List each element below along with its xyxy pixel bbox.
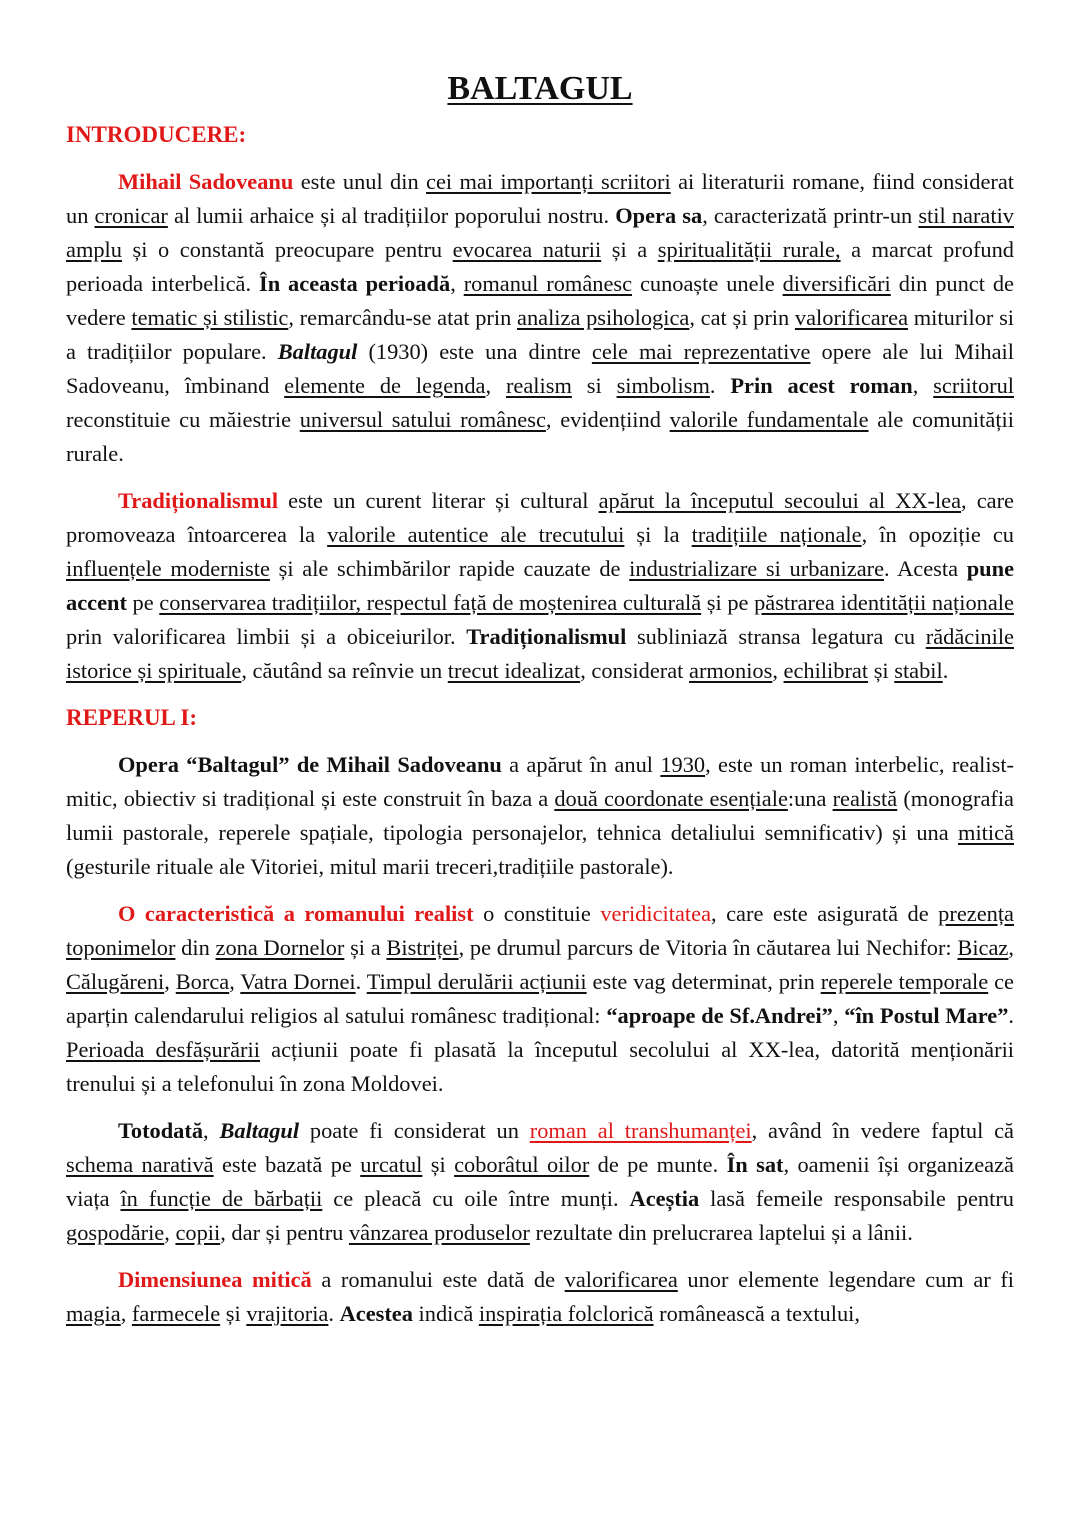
text-run: cunoaște unele — [632, 271, 783, 296]
key-term: O caracteristică a romanului realist — [118, 901, 474, 926]
text-run: , considerat — [580, 658, 689, 683]
text-run: si — [571, 373, 617, 398]
key-term: Mihail Sadoveanu — [118, 169, 294, 194]
bold-phrase: Tradiționalismul — [466, 624, 627, 649]
document-title: BALTAGUL — [447, 70, 633, 107]
bold-phrase: “aproape de Sf.Andrei” — [606, 1003, 833, 1028]
underlined-phrase: valorile autentice ale trecutului — [327, 522, 625, 547]
text-run: , care promoveaza întoarcerea la — [66, 488, 1014, 547]
text-run: și — [220, 1301, 247, 1326]
text-run: (monografia lumii pastorale, reperele spațiale, tipologia personajelor, tehnica detaliului semnificativ) și una — [66, 786, 1014, 845]
paragraph — [66, 897, 1014, 1101]
text-run: este vag determinat, prin — [586, 969, 821, 994]
text-run: , — [229, 969, 241, 994]
underlined-phrase: vânzarea produselor — [348, 1220, 530, 1245]
text-run: , — [832, 1003, 845, 1028]
bold-phrase: Opera “Baltagul” de Mihail Sadoveanu — [118, 752, 502, 777]
text-run: . — [355, 969, 367, 994]
underlined-phrase: în funcție de bărbații — [120, 1186, 323, 1211]
text-run: , dar și pentru — [220, 1220, 349, 1245]
section-heading: INTRODUCERE: — [66, 122, 247, 147]
text-run: , — [772, 658, 784, 683]
paragraph — [66, 1263, 1014, 1331]
text-run: de pe munte. — [589, 1152, 727, 1177]
bold-phrase: Totodată — [118, 1118, 204, 1143]
underlined-phrase: prezența toponimelor — [66, 901, 1014, 960]
text-run: pe — [126, 590, 160, 615]
underlined-phrase: valorificarea — [794, 305, 909, 330]
bold-phrase: Prin acest roman — [730, 373, 913, 398]
text-run: , — [164, 969, 176, 994]
paragraph — [66, 165, 1014, 471]
underlined-phrase: tematic și stilistic — [131, 305, 289, 330]
text-run: și a — [601, 237, 658, 262]
text-run: și pe — [701, 590, 755, 615]
underlined-phrase: romanul românesc — [463, 271, 633, 296]
underlined-phrase: realism — [505, 373, 572, 398]
bold-phrase: În sat — [726, 1152, 784, 1177]
paragraph — [66, 484, 1014, 688]
underlined-phrase: Bistriței — [386, 935, 459, 960]
underlined-phrase: analiza psihologica — [517, 305, 690, 330]
underlined-phrase: două coordonate esențiale — [554, 786, 788, 811]
underlined-phrase: păstrarea identității naționale — [754, 590, 1014, 615]
text-run: , în opoziție cu — [861, 522, 1014, 547]
text-run: poate fi considerat un — [299, 1118, 530, 1143]
text-run: al lumii arhaice și al tradițiilor poporului nostru. — [167, 203, 616, 228]
section-introducere — [66, 118, 1014, 688]
text-run: . — [942, 658, 949, 683]
underlined-phrase: rădăcinile istorice și spirituale — [66, 624, 1014, 683]
underlined-phrase: influențele moderniste — [66, 556, 270, 581]
underlined-phrase: stil narativ amplu — [66, 203, 1014, 262]
bold-phrase: În aceasta perioadă — [258, 271, 451, 296]
text-run: ale comunității rurale. — [66, 407, 1014, 466]
text-run: , este un roman interbelic, realist-mitic, obiectiv si tradițional și este construit în baza a — [66, 752, 1014, 811]
text-run: și — [422, 1152, 455, 1177]
bold-phrase: Acestea — [339, 1301, 413, 1326]
bold-phrase: “în Postul Mare” — [844, 1003, 1009, 1028]
underlined-phrase: Vatra Dornei — [240, 969, 356, 994]
text-run: :una — [787, 786, 833, 811]
text-run: , cat și prin — [689, 305, 795, 330]
underlined-phrase: valorile fundamentale — [669, 407, 869, 432]
text-run: (gesturile rituale ale Vitoriei, mitul marii treceri,tradițiile pastorale). — [66, 854, 674, 879]
text-run: lasă femeile responsabile pentru — [699, 1186, 1014, 1211]
underlined-phrase: evocarea naturii — [452, 237, 602, 262]
text-run: și a — [344, 935, 387, 960]
underlined-phrase: tradițiile naționale — [691, 522, 862, 547]
underlined-phrase: scriitorul — [933, 373, 1015, 398]
underlined-phrase: urcatul — [360, 1152, 423, 1177]
underlined-phrase: conservarea tradițiilor, respectul față de moștenirea culturală — [159, 590, 702, 615]
underlined-phrase: armonios — [689, 658, 773, 683]
text-run: , care este asigurată de — [711, 901, 939, 926]
underlined-phrase: cronicar — [94, 203, 168, 228]
text-run: a apărut în anul — [501, 752, 661, 777]
text-run: , — [164, 1220, 176, 1245]
underlined-phrase: elemente de legenda — [284, 373, 486, 398]
text-run: , oamenii își organizează viața — [66, 1152, 1014, 1211]
text-run: unor elemente legendare cum ar fi — [677, 1267, 1015, 1292]
underlined-phrase: diversificări — [782, 271, 891, 296]
highlighted-phrase: veridicitatea — [600, 901, 712, 926]
text-run: subliniază stransa legatura cu — [626, 624, 926, 649]
italic-title: Baltagul — [219, 1118, 300, 1143]
text-run: și o constantă preocupare pentru — [121, 237, 453, 262]
underlined-phrase: Bicaz — [957, 935, 1009, 960]
underlined-phrase: coborâtul oilor — [454, 1152, 590, 1177]
bold-phrase: Opera sa — [615, 203, 703, 228]
text-run: , — [203, 1118, 220, 1143]
underlined-phrase: realistă — [832, 786, 898, 811]
underlined-phrase: industrializare si urbanizare — [629, 556, 885, 581]
underlined-phrase: cei mai importanți scriitori — [426, 169, 671, 194]
underlined-phrase: zona Dornelor — [215, 935, 345, 960]
underlined-phrase: trecut idealizat — [447, 658, 581, 683]
bold-phrase: pune accent — [66, 556, 1015, 615]
text-run: ce aparțin calendarului religios al satului românesc tradițional: — [66, 969, 1014, 1028]
text-run: . — [709, 373, 731, 398]
text-run: , căutând sa reînvie un — [241, 658, 448, 683]
underlined-phrase: apărut la începutul secoului al XX-lea — [598, 488, 962, 513]
underlined-phrase: vrajitoria — [246, 1301, 329, 1326]
underlined-phrase: copii — [175, 1220, 221, 1245]
key-term: Tradiționalismul — [118, 488, 279, 513]
text-run: acțiunii poate fi plasată la începutul secolului al XX-lea, datorită menționării trenului și a telefonului în zona Moldovei. — [66, 1037, 1015, 1096]
key-term: Dimensiunea mitică — [118, 1267, 312, 1292]
underlined-phrase: magia — [66, 1301, 121, 1326]
text-run: ai literaturii romane, fiind considerat un — [66, 169, 1015, 228]
text-run: indică — [412, 1301, 479, 1326]
text-run: reconstituie cu măiestrie — [66, 407, 300, 432]
text-run: , remarcându-se atat prin — [288, 305, 517, 330]
underlined-phrase: Borca — [175, 969, 230, 994]
section-heading: REPERUL I: — [66, 705, 197, 730]
text-run: , — [1008, 935, 1014, 960]
text-run: este un curent literar și cultural — [278, 488, 599, 513]
underlined-phrase: mitică — [958, 820, 1014, 845]
text-run: , având în vedere faptul că — [751, 1118, 1014, 1143]
text-run: a marcat profund perioada interbelică. — [66, 237, 1014, 296]
underlined-phrase: inspirația folclorică — [478, 1301, 654, 1326]
highlighted-phrase: roman al transhumanței — [529, 1118, 752, 1143]
underlined-phrase: Perioada desfășurării — [66, 1037, 260, 1062]
underlined-phrase: schema narativă — [66, 1152, 214, 1177]
text-run: este bazată pe — [213, 1152, 361, 1177]
text-run: românească a textului, — [653, 1301, 860, 1326]
text-run: . — [328, 1301, 340, 1326]
underlined-phrase: cele mai reprezentative — [591, 339, 811, 364]
underlined-phrase: reperele temporale — [820, 969, 989, 994]
underlined-phrase: farmecele — [131, 1301, 221, 1326]
underlined-phrase: universul satului românesc — [299, 407, 546, 432]
underlined-phrase: stabil — [894, 658, 943, 683]
underlined-phrase: Călugăreni — [66, 969, 165, 994]
underlined-phrase: valorificarea — [564, 1267, 678, 1292]
underlined-phrase: spiritualității rurale, — [657, 237, 841, 262]
underlined-phrase: Timpul derulării acțiunii — [366, 969, 587, 994]
text-run: , — [485, 373, 506, 398]
text-run: , evidențiind — [545, 407, 670, 432]
text-run: , caracterizată printr-un — [702, 203, 919, 228]
text-run: din punct de vedere — [66, 271, 1014, 330]
text-run: și ale schimbărilor rapide cauzate de — [269, 556, 630, 581]
text-run: (1930) este una dintre — [357, 339, 592, 364]
text-run: . Acesta — [884, 556, 967, 581]
text-run: opere ale lui Mihail Sadoveanu, îmbinand — [66, 339, 1014, 398]
paragraph — [66, 1114, 1014, 1250]
text-run: , — [450, 271, 464, 296]
text-run: miturilor si a tradițiilor populare. — [66, 305, 1015, 364]
text-run: și — [868, 658, 895, 683]
text-run: și la — [624, 522, 692, 547]
underlined-phrase: gospodărie — [66, 1220, 165, 1245]
italic-title: Baltagul — [277, 339, 358, 364]
text-run: rezultate din prelucrarea laptelui și a lânii. — [529, 1220, 913, 1245]
text-run: , pe drumul parcurs de Vitoria în căutarea lui Nechifor: — [458, 935, 958, 960]
paragraph — [66, 748, 1014, 884]
bold-phrase: Aceștia — [629, 1186, 700, 1211]
text-run: a romanului este dată de — [311, 1267, 565, 1292]
text-run: prin valorificarea limbii și a obiceiurilor. — [66, 624, 467, 649]
underlined-phrase: echilibrat — [783, 658, 869, 683]
text-run: o constituie — [473, 901, 601, 926]
section-reperul-i — [66, 701, 1014, 1331]
text-run: , — [912, 373, 934, 398]
underlined-phrase: simbolism — [616, 373, 710, 398]
text-run: ce pleacă cu oile între munți. — [322, 1186, 630, 1211]
text-run: este unul din — [293, 169, 427, 194]
underlined-phrase: 1930 — [660, 752, 706, 777]
text-run: din — [175, 935, 216, 960]
text-run: . — [1008, 1003, 1015, 1028]
text-run: , — [120, 1301, 132, 1326]
